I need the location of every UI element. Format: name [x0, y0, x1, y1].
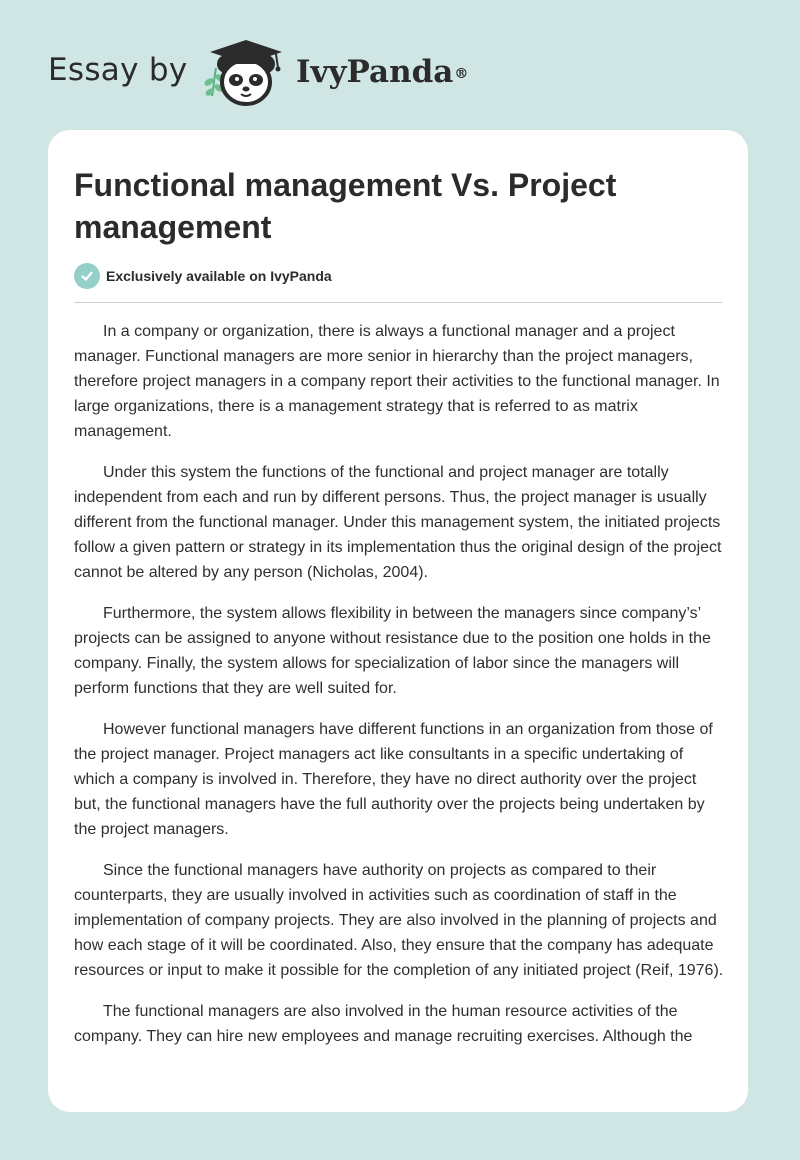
- essay-by-label: Essay by: [48, 52, 188, 88]
- brand-name-text: IvyPanda: [296, 54, 454, 90]
- paragraph: In a company or organization, there is always a functional manager and a project manager. Functional managers are more senior in hierarchy than the project managers, therefore project managers in a company report their activities to the functional manager. In large organizations, there is a management strategy that is referred to as matrix management.: [74, 323, 720, 440]
- site-header: [0, 0, 800, 130]
- paragraph: Furthermore, the system allows flexibility in between the managers since company’s’ projects can be assigned to anyone without resistance due to the position one holds in the company. Finally, the system allows for specialization of labor since the managers will perform functions that they are well suited for.: [74, 605, 711, 697]
- brand-name[interactable]: [296, 52, 468, 92]
- registered-mark: ®: [454, 66, 469, 82]
- essay-body: [74, 319, 724, 1065]
- exclusive-label: Exclusively available on IvyPanda: [106, 268, 332, 284]
- essay-card: [48, 130, 748, 1112]
- exclusive-badge: [74, 263, 332, 289]
- paragraph: The functional managers are also involved in the human resource activities of the company. They can hire new employees and manage recruiting exercises. Although the: [74, 1003, 693, 1045]
- paragraph: Under this system the functions of the functional and project manager are totally independent from each and run by different persons. Thus, the project manager is usually different from the functional manager. Under this management system, the initiated projects follow a given pattern or strategy in its implementation thus the original design of the project cannot be altered by any person (Nicholas, 2004).: [74, 464, 722, 581]
- paragraph: However functional managers have different functions in an organization from those of the project manager. Project managers act like consultants in a specific undertaking of which a company is involved in. Therefore, they have no direct authority over the project but, the functional managers have the full authority over the projects being undertaken by the project managers.: [74, 721, 713, 838]
- paragraph: Since the functional managers have authority on projects as compared to their counterparts, they are usually involved in activities such as coordination of staff in the implementation of company projects. They are also involved in the planning of projects and how each stage of it will be coordinated. Also, they ensure that the company has adequate resources or input to make it possible for the completion of any initiated project (Reif, 1976).: [74, 862, 724, 979]
- panda-logo-icon[interactable]: [200, 34, 292, 110]
- check-circle-icon: [74, 263, 100, 289]
- essay-title: Functional management Vs. Project management: [74, 167, 617, 245]
- divider: [74, 302, 722, 303]
